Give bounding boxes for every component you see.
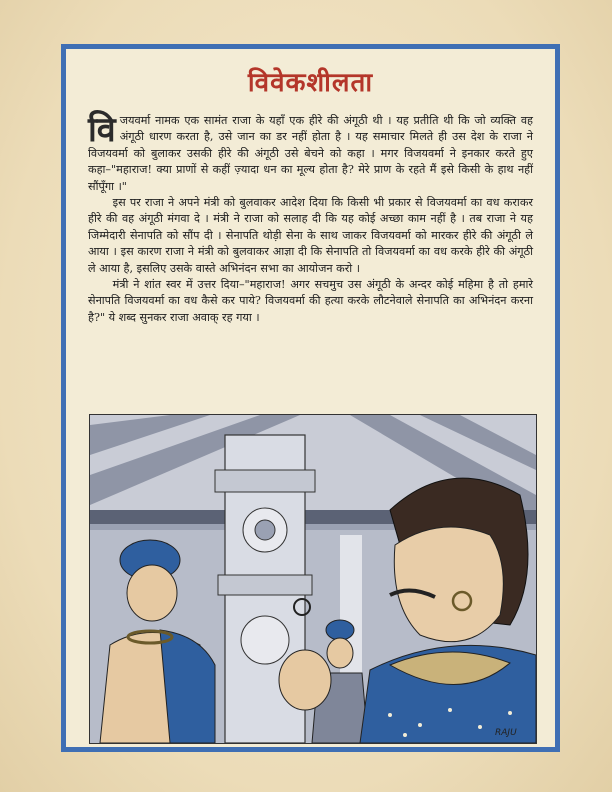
story-body [88, 110, 533, 326]
paragraph-3: मंत्री ने शांत स्वर में उत्तर दिया–"महाराज! अगर सचमुच उस अंगूठी के अन्दर कोई महिमा है तो हमारे सेनापति विजयवर्मा का वध कैसे कर पाये? विजयवर्मा की हत्या करके लौटनेवाले सेनापति का अभिनंदन करना है?" ये शब्द सुनकर राजा अवाक् रह गया । [88, 278, 533, 324]
story-illustration [89, 414, 537, 744]
paragraph-1-text: जयवर्मा नामक एक सामंत राजा के यहाँ एक हीरे की अंगूठी थी । यह प्रतीति थी कि जो व्यक्ति वह अंगूठी धारण करता है, उसे जान का डर नहीं होता है । यह समाचार मिलते ही उस देश के राजा ने विजयवर्मा को बुलाकर उसकी हीरे की अंगूठी उसे बेचने को कहा । मगर विजयवर्मा ने इनकार करते हुए कहा–"महाराज! क्या प्राणों से कहीं ज़्यादा धन का मूल्य होता है? मेरे प्राण के रहते मैं इसे किसी के हाथ नहीं सौंपूँगा ।" [88, 114, 533, 193]
court-scene-drawing [90, 415, 536, 743]
story-frame [61, 44, 560, 752]
paragraph-2: इस पर राजा ने अपने मंत्री को बुलवाकर आदेश दिया कि किसी भी प्रकार से विजयवर्मा का वध कराकर हीरे की वह अंगूठी मंगवा दे । मंत्री ने राजा को सलाह दी कि यह कोई अच्छा काम नहीं है । तब राजा ने यह जिम्मेदारी सेनापति को सौंप दी । सेनापति थोड़ी सेना के साथ जाकर विजयवर्मा को मारकर हीरे की अंगूठी ले आया । इस कारण राजा ने मंत्री को बुलवाकर आज्ञा दी कि सेनापति तो विजयवर्मा का वध करके हीरे की अंगूठी ले आया है, इसलिए उसके वास्ते अभिनंदन सभा का आयोजन करो । [88, 196, 533, 275]
drop-cap: वि [88, 110, 116, 150]
story-title: विवेकशीलता [247, 68, 374, 98]
paragraph-1 [88, 110, 533, 195]
artist-signature: RAJU [495, 728, 517, 738]
